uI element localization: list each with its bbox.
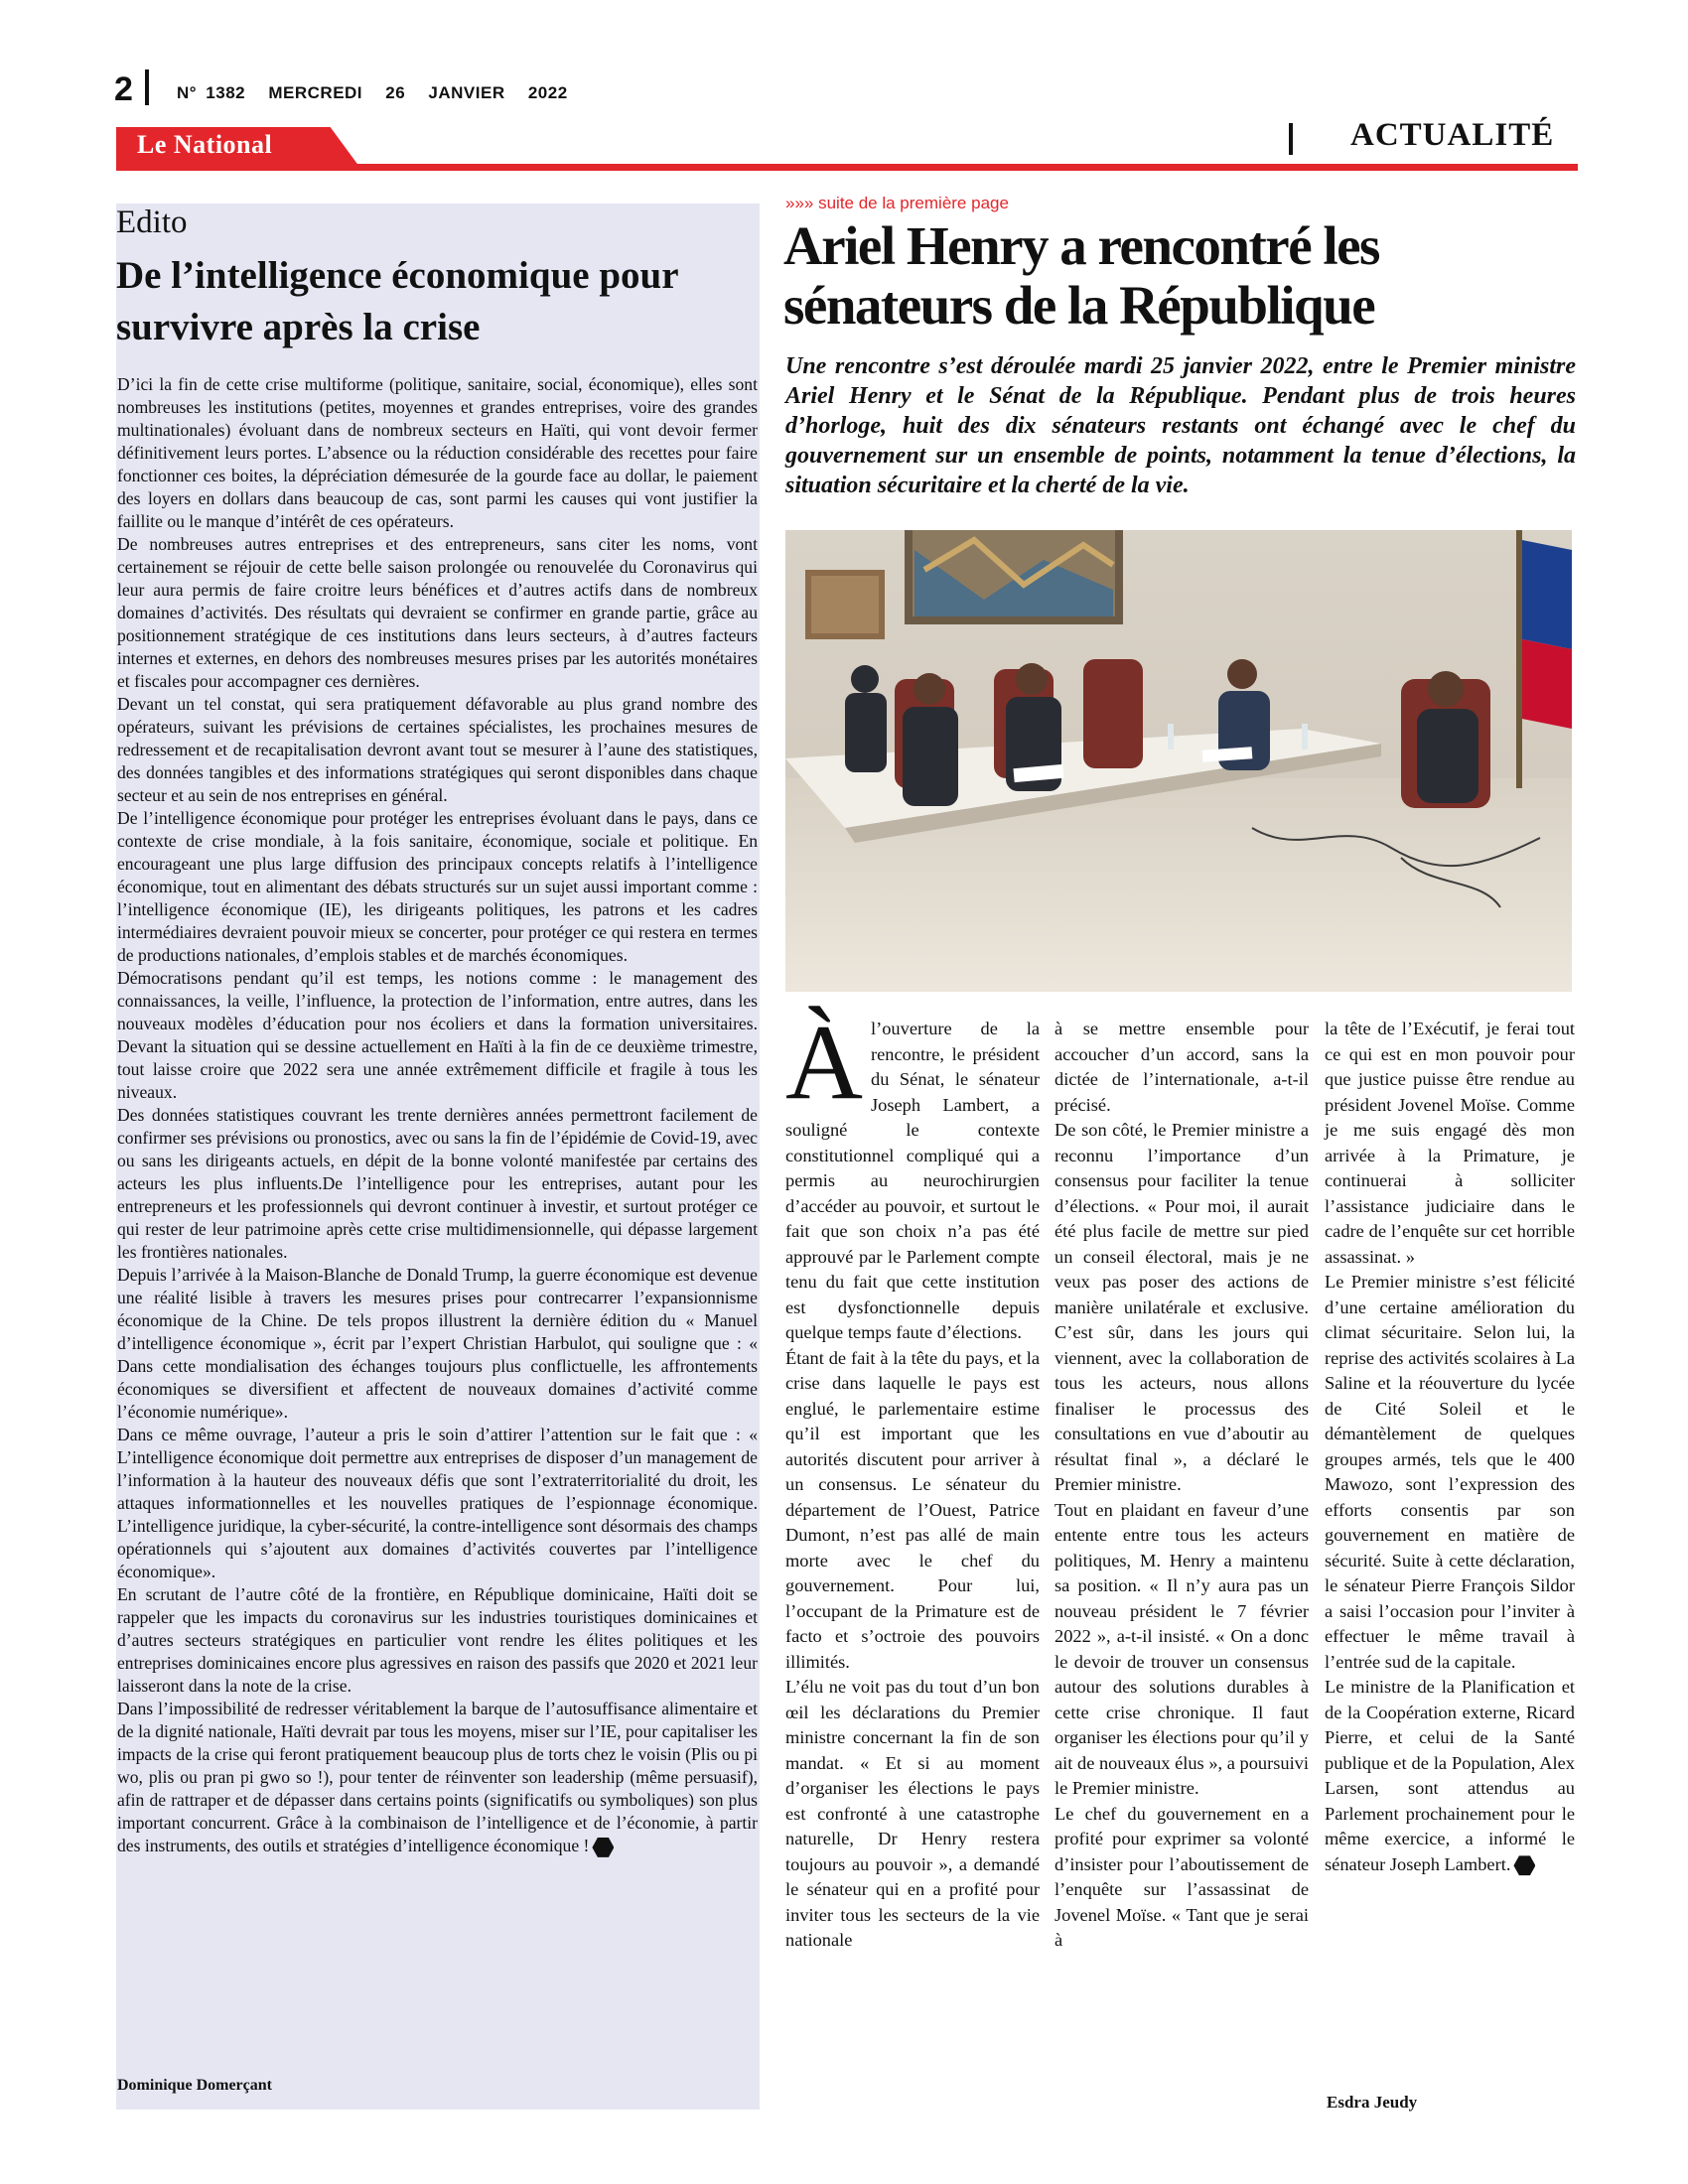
edito-paragraph: Démocratisons pendant qu’il est temps, les notions comme : le management des connaissances, la veille, l’influence, la protection de l’information, entre autres, dans les nouveaux modèles d’éducation pour nos écoliers et dans la formation universitaires. Devant la situation qui se dessine actuellement en Haïti à la fin de ce deuxième trimestre, tout laisse croire que 2022 sera une année extrêmement difficile et fragile à tous les niveaux. xyxy=(117,968,758,1102)
article-photo xyxy=(785,530,1572,992)
page-number-divider xyxy=(145,69,149,105)
meeting-photo-illustration xyxy=(785,530,1572,992)
edito-body xyxy=(117,373,758,1858)
section-divider xyxy=(1289,123,1293,155)
edito-paragraph: De l’intelligence économique pour protéger les entreprises évoluant dans le pays, dans ce contexte de crise mondiale, à la fois sanitaire, économique, sociale et politique. En encourageant une plus large diffusion des principaux concepts relatifs à l’intelligence économique, tout en alimentant des débats structurés sur un sujet aussi important comme : l’intelligence économique (IE), les dirigeants politiques, les patrons et les cadres intermédiaires devraient pouvoir mieux se concerter, pour protéger ce qui restera en termes de productions nationales, d’emplois stables et de marchés économiques. xyxy=(117,808,758,965)
brand-name: Le National xyxy=(137,130,273,159)
article-paragraph-text: Le ministre de la Planification et de la Coopération externe, Ricard Pierre, et celui de la Santé publique et de la Population, Alex Larsen, sont attendus au Parlement prochainement pour le même exercice, a informé le sénateur Joseph Lambert. xyxy=(1325,1677,1575,1874)
article-paragraph xyxy=(785,1004,1040,1346)
article-paragraph: Le chef du gouvernement en a profité pour exprimer sa volonté d’insister pour l’aboutissement de l’enquête sur l’assassinat de Jovenel Moïse. « Tant que je serai à xyxy=(1055,1803,1309,1950)
edito-paragraph: Des données statistiques couvrant les trente dernières années permettront facilement de confirmer ses prévisions ou pronostics, avec ou sans la fin de l’épidémie de Covid-19, avec ou sans les dirigeants actuels, en dépit de la bonne volonté manifestée par certains des acteurs les plus influents.De l’intelligence pour les entreprises, autant pour les entrepreneurs et les professionnels qui devront continuer à investir, et surtout protéger ce qui rester de leur patrimoine après cette crise multidimensionnelle, qui dépasse largement les frontières nationales. xyxy=(117,1105,758,1262)
article-lede: Une rencontre s’est déroulée mardi 25 janvier 2022, entre le Premier ministre Ariel Henry et le Sénat de la République. Pendant plus de trois heures d’horloge, huit des dix sénateurs restants ont échangé avec le chef du gouvernement sur un ensemble de points, notamment la tenue d’élections, la situation sécuritaire et la cherté de la vie. xyxy=(785,353,1576,498)
edito-paragraph: Devant un tel constat, qui sera pratiquement défavorable au plus grand nombre des opérateurs, suivant les prévisions de certaines spécialistes, les prochaines mesures de redressement et de recapitalisation devront avant tout se mesurer à l’aune des statistiques, des données tangibles et des informations stratégiques qui seront disponibles dans chaque secteur et au sein de nos entreprises en général. xyxy=(117,694,758,805)
edito-kicker: Edito xyxy=(116,205,188,240)
article-title: Ariel Henry a rencontré les sénateurs de la République xyxy=(783,215,1379,336)
continuation-note: »»» suite de la première page xyxy=(785,194,1009,212)
article-column-2 xyxy=(1055,1017,1309,1954)
issue-number: N° 1382 xyxy=(177,83,246,102)
end-mark-icon xyxy=(1513,1854,1535,1876)
edito-title: De l’intelligence économique pour survivre après la crise xyxy=(116,254,678,348)
edito-author: Dominique Domerçant xyxy=(117,2077,272,2094)
edito-paragraph: Depuis l’arrivée à la Maison-Blanche de Donald Trump, la guerre économique est devenue une réalité lisible à travers les mesures prises pour contrecarrer l’expansionnisme économique de la Chine. De tels propos illustrent la dernière édition du « Manuel d’intelligence économique », écrit par l’expert Christian Harbulot, qui souligne que : « Dans cette mondialisation des échanges toujours plus conflictuelle, les affrontements économiques se diversifient et affectent de nouveaux domaines d’activité comme l’économie numérique». xyxy=(117,1265,758,1422)
article-author: Esdra Jeudy xyxy=(1327,2093,1418,2112)
edito-paragraph: En scrutant de l’autre côté de la frontière, en République dominicaine, Haïti doit se rappeler que les impacts du coronavirus sur les industries touristiques dominicaines et d’autres secteurs stratégiques en particulier vont rendre les élites politiques et les entreprises dominicaines encore plus agressives en raison des passifs que 2020 et 2021 leur laisseront dans la note de la crise. xyxy=(117,1584,758,1696)
article-paragraph-last xyxy=(1325,1675,1575,1877)
issue-year: 2022 xyxy=(527,83,568,102)
article-column-1 xyxy=(785,1004,1040,1954)
article-paragraph: De son côté, le Premier ministre a reconnu l’importance d’un consensus pour faciliter la tenue d’élections. « Pour moi, il aurait été plus facile de mettre sur pied un conseil électoral, mais je ne veux pas poser des actions de manière unilatérale et exclusive. C’est sûr, dans les jours qui viennent, avec la collaboration de tous les acteurs, nous allons finaliser le processus des consultations en vue d’aboutir au résultat final », a déclaré le Premier ministre. xyxy=(1055,1120,1309,1494)
article-paragraph: Tout en plaidant en faveur d’une entente entre tous les acteurs politiques, M. Henry a maintenu sa position. « Il n’y aura pas un nouveau président le 7 février 2022 », a-t-il insisté. « On a donc le devoir de trouver un consensus autour des solutions durables à cette crise chronique. Il faut organiser les élections pour qu’il y ait de nouveaux élus », a poursuivi le Premier ministre. xyxy=(1055,1499,1309,1798)
end-mark-icon xyxy=(592,1837,614,1858)
edito-paragraph: De nombreuses autres entreprises et des entrepreneurs, sans citer les noms, vont certainement se réjouir de cette belle saison prolongée ou renouvelée du Coronavirus qui leur aura permis de faire croitre leurs bénéfices et d’autres actifs dans de nombreux domaines d’activités. Des résultats qui devraient se confirmer en grande partie, grâce au positionnement stratégique de ces institutions dans leurs secteurs, à d’autres facteurs internes et externes, en dehors des nombreuses mesures prises par les autorités monétaires et fiscales pour accompagner ces dernières. xyxy=(117,534,758,691)
article-paragraph-text: l’ouverture de la rencontre, le président du Sénat, le sénateur Joseph Lambert, a souligné le contexte constitutionnel compliqué qui a permis au neurochirurgien d’accéder au pouvoir, et surtout le fait que son choix n’a pas été approuvé par le Parlement compte tenu du fait que cette institution est dysfonctionnelle depuis quelque temps faute d’élections. xyxy=(785,1019,1040,1342)
edito-paragraph-last xyxy=(117,1698,758,1858)
article-paragraph: Étant de fait à la tête du pays, et la crise dans laquelle le pays est englué, le parlementaire estime qu’il est important que les autorités discutent pour arriver à un consensus. Le sénateur du département de l’Ouest, Patrice Dumont, n’est pas allé de main morte avec le chef du gouvernement. Pour lui, l’occupant de la Primature est de facto et s’octroie des pouvoirs illimités. xyxy=(785,1347,1040,1672)
article-paragraph: Le Premier ministre s’est félicité d’une certaine amélioration du climat sécuritaire. Selon lui, la reprise des activités scolaires à La Saline et la réouverture du lycée de Cité Soleil et le démantèlement de quelques groupes armés, tels que le 400 Mawozo, sont l’expression des efforts consentis par son gouvernement en matière de sécurité. Suite à cette déclaration, le sénateur Pierre François Sildor a saisi l’occasion pour l’inviter à effectuer le même travail à l’entrée sud de la capitale. xyxy=(1325,1272,1575,1672)
edito-paragraph: D’ici la fin de cette crise multiforme (politique, sanitaire, social, économique), elles sont nombreuses les institutions (petites, moyennes et grandes entreprises, voire des grandes multinationales) évoluant dans de nombreux secteurs en Haïti, qui vont devoir fermer définitivement leurs portes. L’absence ou la réduction considérable des recettes pour faire fonctionner ces boites, la dépréciation démesurée de la gourde face au dollar, le paiement des loyers en dollars dans beaucoup de cas, sont parmi les causes qui vont justifier la faillite ou le manque d’intérêt de ces opérateurs. xyxy=(117,374,758,531)
issue-day: 26 xyxy=(385,83,406,102)
drop-cap: À xyxy=(785,1004,863,1122)
article-paragraph: à se mettre ensemble pour accoucher d’un accord, sans la dictée de l’internationale, a-t-il précisé. xyxy=(1055,1019,1309,1115)
issue-line xyxy=(177,83,582,103)
article-paragraph: L’élu ne voit pas du tout d’un bon œil les déclarations du Premier ministre concernant la fin de son mandat. « Et si au moment d’organiser les élections le pays est confronté à une catastrophe naturelle, Dr Henry restera toujours au pouvoir », a demandé le sénateur qui en a profité pour inviter tous les secteurs de la vie nationale xyxy=(785,1677,1040,1950)
section-title: ACTUALITÉ xyxy=(1350,117,1555,153)
issue-weekday: MERCREDI xyxy=(268,83,363,102)
header-rule xyxy=(116,164,1578,171)
edito-paragraph: Dans ce même ouvrage, l’auteur a pris le soin d’attirer l’attention sur le fait que : « L’intelligence économique doit permettre aux entreprises de disposer d’un management de l’information à la hauteur des nouveaux défis que sont l’extraterritorialité du droit, les attaques informationnelles et les nouvelles pratiques de l’espionnage économique. L’intelligence juridique, la cyber-sécurité, la contre-intelligence sont désormais des champs opérationnels qui s’ajoutent aux domaines d’activités couvertes par l’intelligence économique». xyxy=(117,1425,758,1581)
page-number: 2 xyxy=(114,70,133,108)
article-column-3 xyxy=(1325,1017,1575,1877)
issue-month: JANVIER xyxy=(428,83,505,102)
edito-paragraph-text: Dans l’impossibilité de redresser véritablement la barque de l’autosuffisance alimentaire et de la dignité nationale, Haïti devrait par tous les moyens, miser sur l’IE, pour capitaliser les impacts de la crise qui feront pratiquement beaucoup plus de torts chez le voisin (Plis ou pi wo, plis ou pran pi gwo so !), pour tenter de réinventer son leadership (même persuasif), afin de rattraper et de dépasser dans certains points (significatifs ou symboliques) son plus important concurrent. Grâce à la combinaison de l’intelligence et de l’économie, à partir des instruments, des outils et stratégies d’intelligence économique ! xyxy=(117,1699,758,1855)
article-paragraph: la tête de l’Exécutif, je ferai tout ce qui est en mon pouvoir pour que justice puisse être rendue au président Jovenel Moïse. Comme je me suis engagé dès mon arrivée à la Primature, je continuerai à solliciter l’assistance judiciaire dans le cadre de l’enquête sur cet horrible assassinat. » xyxy=(1325,1019,1575,1267)
